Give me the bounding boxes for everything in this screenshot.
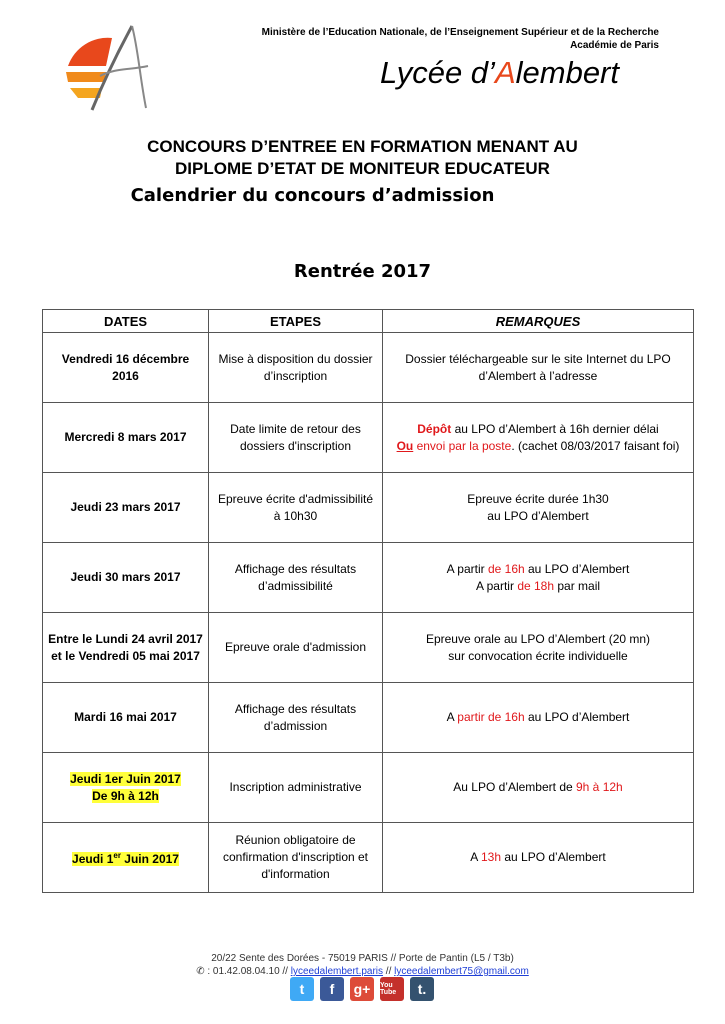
remark-cell: A 13h au LPO d’Alembert [383,823,694,893]
school-name: Lycée d’Alembert [380,55,619,90]
step-cell: Date limite de retour des dossiers d'inscription [209,403,383,473]
facebook-icon[interactable]: f [320,977,344,1001]
table-row [43,333,694,403]
date-cell: Jeudi 1er Juin 2017 De 9h à 12h [43,753,209,823]
date-cell: Entre le Lundi 24 avril 2017 et le Vendredi 05 mai 2017 [43,613,209,683]
date-cell: Jeudi 30 mars 2017 [43,543,209,613]
remark-cell: Dépôt au LPO d’Alembert à 16h dernier délai Ou envoi par la poste. (cachet 08/03/2017 faisant foi) [383,403,694,473]
step-cell: Inscription administrative [209,753,383,823]
subtitle: Calendrier du concours d’admission [130,185,495,206]
header-remarques: REMARQUES [383,310,694,333]
footer-address: 20/22 Sente des Dorées - 75019 PARIS // Porte de Pantin (L5 / T3b) [211,953,514,964]
title-line1: CONCOURS D’ENTREE EN FORMATION MENANT AU [147,137,578,156]
date-cell: Mardi 16 mai 2017 [43,683,209,753]
step-cell: Mise à disposition du dossier d’inscription [209,333,383,403]
youtube-icon[interactable]: You Tube [380,977,404,1001]
tumblr-icon[interactable]: t. [410,977,434,1001]
table-header-row [43,310,694,333]
calendar-table [42,309,694,893]
remark-cell: Epreuve écrite durée 1h30 au LPO d’Alembert [383,473,694,543]
remark-cell: A partir de 16h au LPO d’Alembert A partir de 18h par mail [383,543,694,613]
date-cell: Jeudi 23 mars 2017 [43,473,209,543]
header-etapes: ETAPES [209,310,383,333]
date-cell: Jeudi 1er Juin 2017 [43,823,209,893]
header-dates: DATES [43,310,209,333]
footer-contact: ✆ : 01.42.08.04.10 // lyceedalembert.paris // lyceedalembert75@gmail.com [196,966,529,977]
remark-cell: Dossier téléchargeable sur le site Internet du LPO d’Alembert à l’adresse [383,333,694,403]
step-cell: Epreuve orale d'admission [209,613,383,683]
table-row [43,543,694,613]
table-row [43,753,694,823]
remark-cell: A partir de 16h au LPO d’Alembert [383,683,694,753]
date-cell: Vendredi 16 décembre 2016 [43,333,209,403]
website-link[interactable]: lyceedalembert.paris [290,966,384,977]
date-cell: Mercredi 8 mars 2017 [43,403,209,473]
step-cell: Réunion obligatoire de confirmation d'inscription et d'information [209,823,383,893]
school-logo [60,18,155,113]
table-row [43,403,694,473]
email-link[interactable]: lyceedalembert75@gmail.com [394,966,529,977]
remark-cell: Au LPO d’Alembert de 9h à 12h [383,753,694,823]
step-cell: Affichage des résultats d’admission [209,683,383,753]
social-links [290,977,434,1001]
table-row [43,473,694,543]
document-title [0,136,725,180]
ministry-line1: Ministère de l’Education Nationale, de l’Enseignement Supérieur et de la Recherche [261,27,659,38]
table-row [43,683,694,753]
step-cell: Epreuve écrite d'admissibilité à 10h30 [209,473,383,543]
twitter-icon[interactable]: t [290,977,314,1001]
remark-cell: Epreuve orale au LPO d’Alembert (20 mn) sur convocation écrite individuelle [383,613,694,683]
ministry-line2: Académie de Paris [570,40,659,51]
rentree-heading: Rentrée 2017 [293,261,432,282]
table-row [43,613,694,683]
ministry-header [262,26,659,52]
step-cell: Affichage des résultats d’admissibilité [209,543,383,613]
table-row [43,823,694,893]
title-line2: DIPLOME D’ETAT DE MONITEUR EDUCATEUR [175,159,550,178]
google-plus-icon[interactable]: g+ [350,977,374,1001]
